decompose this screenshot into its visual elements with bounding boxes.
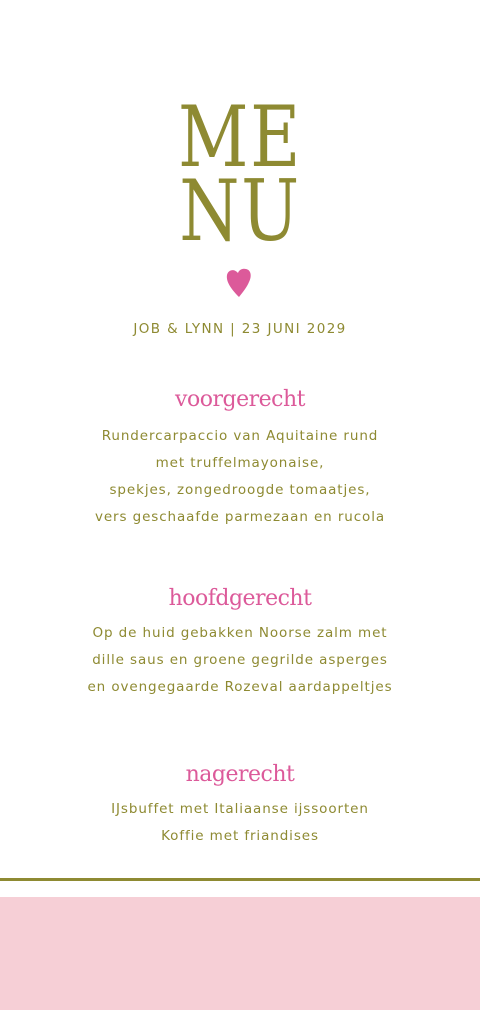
course-line: Rundercarpaccio van Aquitaine rund xyxy=(101,428,379,444)
footer-band xyxy=(0,897,480,1010)
menu-title-line-1: ME xyxy=(177,88,303,186)
heart-icon xyxy=(224,266,254,300)
course-line: IJsbuffet met Italiaanse ijssoorten xyxy=(111,801,369,817)
course-line: Koffie met friandises xyxy=(161,828,319,844)
course-line: vers geschaafde parmezaan en rucola xyxy=(94,509,386,525)
course-line: en ovengegaarde Rozeval aardappeltjes xyxy=(87,679,393,695)
course-title-hoofdgerecht: hoofdgerecht xyxy=(168,586,312,611)
divider-line xyxy=(0,878,480,881)
course-line: met truffelmayonaise, xyxy=(155,455,325,471)
course-line: dille saus en groene gegrilde asperges xyxy=(92,652,388,668)
couple-and-date: JOB & LYNN | 23 JUNI 2029 xyxy=(133,321,347,337)
course-line: Op de huid gebakken Noorse zalm met xyxy=(92,625,388,641)
course-title-nagerecht: nagerecht xyxy=(185,762,295,787)
course-title-voorgerecht: voorgerecht xyxy=(175,387,305,412)
course-line: spekjes, zongedroogde tomaatjes, xyxy=(109,482,371,498)
menu-title-line-2: NU xyxy=(179,162,301,260)
